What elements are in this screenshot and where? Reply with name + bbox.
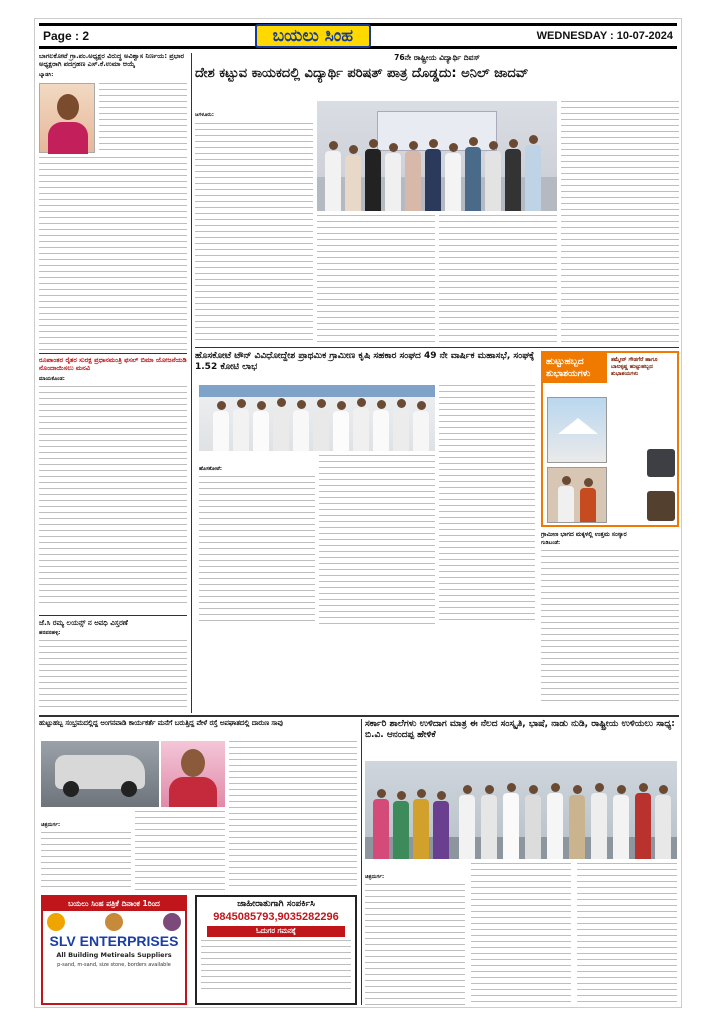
article-byline: ಗುಡಿಬಂಡೆ: [541,540,561,547]
bottom-right-column-2 [471,863,571,1005]
ad-phone-numbers: 9845085793,9035282296 [213,911,339,923]
top-story-column-3 [439,215,557,343]
article-headline: ಸರ್ಕಾರಿ ಶಾಲೆಗಳು ಉಳಿದಾಗ ಮಾತ್ರ ಈ ನೆಲದ ಸಂಸ್ಕೃತಿ, ಭಾಷೆ, ನಾಡು ನುಡಿ, ರಾಷ್ಟ್ರೀಯ ಉಳಿಯಲು ಸಾಧ್ಯ: ಬಿ.ವಿ. ಆನಂದಪ್ಪ ಹೇಳಿಕೆ [365,719,675,740]
ad-photo-tent [547,397,607,463]
article-byline: ಹೊಸಕೋಟೆ: [199,466,222,472]
portrait-photo [39,83,95,153]
ad-portrait-2 [647,491,675,521]
student-group-photo [317,101,557,211]
newspaper-page [34,18,682,1008]
ad-text: ತಮ್ಮೇನ್ ಗೌಡಗೆರೆ ಹಾಗೂ ಬಾಲಕೃಷ್ಣ ಹುಟ್ಟುಹಬ್ಬದ ಶುಭಾಶಯಗಳು [611,357,658,377]
article-byline: ಜಗಳೂರು: [195,112,214,118]
bottom-left-column-1 [41,811,131,891]
bottom-right-header [365,719,679,759]
bottom-right-column-1 [365,863,465,1005]
issue-date: WEDNESDAY : 10-07-2024 [536,30,673,42]
article-headline: ಜೆ.ಸಿ ರಮ್ಯ ಲಯನ್ಸ್ ನ ಅವಧಿ ವಿಸ್ತರಣೆ [39,619,128,627]
om-icon [47,913,65,931]
advertisement-contact-box [195,895,357,1005]
slv-enterprises-ad [41,895,187,1005]
ad-photo-people [547,467,607,523]
deity-icon [163,913,181,931]
readers-notice-title: ಓದುಗರ ಗಮನಕ್ಕೆ [207,926,345,937]
bottom-right-column-3 [577,863,677,1005]
ad-brand: SLV ENTERPRISES [49,933,179,949]
birthday-greetings-ad [541,351,679,527]
article-headline: ಬಾಗಲಕೋಟೆ ಗ್ರಾ.ಪಂ.ಅಧ್ಯಕ್ಷರ ವಿರುದ್ಧ ಅವಿಶ್ವಾಸ ನಿರ್ಣಯ: ಪ್ರಭಾರ ಅಧ್ಯಕ್ಷರಾಗಿ ಪದಗ್ರಹಣ ಎಸ್.ಕೆ.ಉಮಾ ಆಯ್ಕೆ [39,53,185,68]
second-story-column-2 [319,455,435,625]
newspaper-title: ಬಯಲು ಸಿಂಹ [255,24,371,48]
second-story-column-3 [439,385,535,625]
ad-title: ಹುಟ್ಟುಹಬ್ಬದ ಶುಭಾಶಯಗಳು [543,353,607,383]
article-headline: ರೂಪಾಂತರ ರೈತರ ಸುರಕ್ಷ ಪ್ರಧಾನಮಂತ್ರಿ ಫಸಲ್ ಬಿಮಾ ಯೋಜನೆಯಡಿ ನೊಂದಾಯಿಸಲು ಮನವಿ [39,357,187,372]
article-headline: ಹೊಸಕೋಟೆ ಟೌನ್ ವಿವಿಧೋದ್ದೇಶ ಪ್ರಾಥಮಿಕ ಗ್ರಾಮೀಣ ಕೃಷಿ ಸಹಕಾರ ಸಂಘದ 49 ನೇ ವಾರ್ಷಿಕ ಮಹಾಸಭೆ, ಸಂಘಕ್ಕೆ 1.52 ಕೋಟಿ ಲಾಭ [195,351,535,372]
top-story-header [195,53,679,99]
top-story-column-4 [561,101,679,343]
top-story-column-2 [317,215,435,343]
bottom-left-header [39,719,359,743]
left-low-article [39,619,187,713]
bottom-left-column-2 [135,811,225,891]
story-kicker: 76ನೇ ರಾಷ್ಟ್ರೀಯ ವಿದ್ಯಾರ್ಥಿ ದಿವಸ್ [394,53,480,62]
article-byline: ಮಾಯಕೊಂಡ: [39,375,65,382]
ad-banner: ಬಯಲು ಸಿಂಹ ಪತ್ರಿಕೆ ದಿನಾಂಕ 1ರಿಂದ [43,897,185,911]
article-headline: ದೇಶ ಕಟ್ಟುವ ಕಾಯಕದಲ್ಲಿ ವಿದ್ಯಾರ್ಥಿ ಪರಿಷತ್ ಪಾತ್ರ ದೊಡ್ಡದು: ಅನಿಲ್ ಜಾದವ್ [195,66,529,81]
article-byline: ಹರಪನಹಳ್ಳಿ: [39,630,61,637]
ad-portrait-1 [647,449,675,477]
left-top-article [39,53,187,353]
accident-photo [41,741,159,807]
article-headline: ಹುಟ್ಟುಹಬ್ಬ ಸಂಭ್ರಮದಲ್ಲಿದ್ದ ಅಂಗನವಾಡಿ ಕಾರ್ಯಕರ್ತೆ ಮನೆಗೆ ಬರುತ್ತಿದ್ದ ವೇಳೆ ರಸ್ತೆ ಅಪಘಾತದಲ್ಲಿ ದಾರುಣ ಸಾವು [39,719,283,727]
ad-tagline: All Building Metireals Suppliers [56,951,172,959]
victim-portrait [161,741,225,807]
left-mid-article [39,357,187,613]
page-number: Page : 2 [43,29,90,43]
article-byline: ಬ್ಯಾಡಗಿ: [39,71,54,78]
article-headline: ಗ್ರಾಮೀಣ ಭಾಗದ ಮಕ್ಕಳಲ್ಲಿ ಉತ್ತಮ ಸಂಸ್ಕಾರ [541,531,627,538]
second-story-header [195,351,535,381]
second-story-column-1 [199,455,315,625]
article-byline: ಚಿತ್ರದುರ್ಗ: [365,874,385,880]
meeting-photo [199,385,435,451]
ad-title: ಜಾಹೀರಾತುಗಾಗಿ ಸಂಪರ್ಕಿಸಿ [237,899,315,909]
ad-items: p-sand, m-sand, size stone, borders available [57,962,171,968]
bottom-left-column-3 [229,741,357,891]
school-event-photo [365,761,677,859]
article-byline: ಚಿತ್ರದುರ್ಗ: [41,822,61,828]
masthead [39,23,677,49]
right-brief-article [541,531,679,711]
deity-icon [105,913,123,931]
top-story-column-1 [195,101,313,343]
